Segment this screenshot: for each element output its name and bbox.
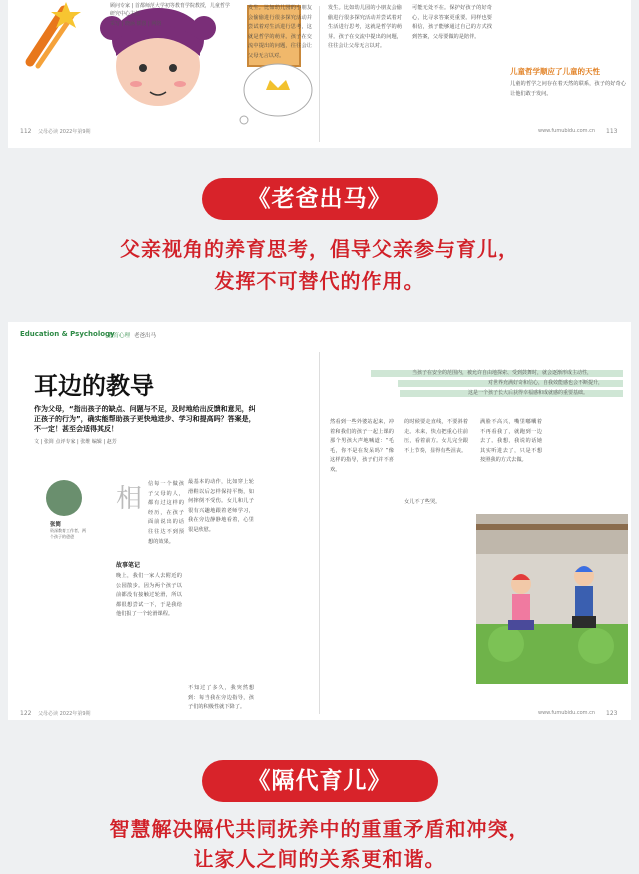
left-column-text: 发生。比如幼儿园的小朋友会偷偷进行很多探究活动并尝试着对生活进行思考，这就是哲学的萌芽。孩子在交流中提出的问题，往往会让父母无言以对。 [248, 5, 312, 59]
tagline-line-1: 智慧解决隔代共同抚养中的重重矛盾和冲突， [109, 817, 530, 841]
byline-credit: 采写 | 晓涵 插图 | 网络 [110, 21, 162, 27]
section-header-cn: 教育心理 [108, 333, 131, 339]
article-subtitle: 作为父母，“指出孩子的缺点、问题与不足，及时地给出反馈和意见，纠正孩子的行为”，确实能帮助孩子更快地进步、学习和提高吗？答案是，不一定！甚至会适得其反！ [34, 405, 256, 433]
story-text: 晚上，我们一家人去附近的公园散步。因为两个孩子以前都没有接触过轮滑，所以都很想尝试一下，于是我给他们报了一个轮滑课程。 [116, 573, 182, 618]
column-4-end: 女儿不了些哭。 [404, 499, 441, 505]
middle-column-text: 发生。比如幼儿园的小朋友会偷偷进行很多探究活动并尝试着对生活进行思考，这就是哲学的萌芽。孩子在交流中提出的问题，往往会让父母无言以对。 [328, 5, 402, 50]
section-header-en: Education & Psychology [20, 330, 115, 338]
magazine-spread-article [8, 322, 631, 720]
author-name: 张简 [50, 522, 62, 528]
intro-text: 信每一个做孩子父母的人，都有过这样的经历，在孩子面前说出的话往往达不到预想的效果。 [148, 481, 184, 545]
column-title-pill: 《隔代育儿》 [202, 760, 438, 802]
right-column-text: 可能无处不在。保护好孩子的好奇心，比寻求答案更重要。同样也要相信，孩子能够通过自己的方式找到答案，父母要做的是陪伴。 [412, 5, 492, 40]
tagline-line-2: 发挥不可替代的作用。 [214, 269, 425, 293]
column-title-pill: 《老爸出马》 [202, 178, 438, 220]
section-heading: 儿童哲学顺应了儿童的天性 [510, 67, 600, 76]
quote-line-1: 当孩子在安全的范围内，被允许自由地探索、受到鼓舞时，就会逐渐形成主动性， [412, 370, 593, 376]
column-3-text: 然看到一些外婆站起来，冲着和我们的孩子一起上课的那个男孩大声地喊道：“毛毛，你不是在发呆吗？”像这样的指导，孩子们并不喜欢。 [330, 419, 394, 473]
column-name: 老爸出马 [134, 333, 157, 339]
tagline-line-2: 让家人之间的关系更和谐。 [193, 847, 446, 871]
page-number-right: 113 [606, 128, 618, 135]
author-avatar [46, 480, 82, 516]
column-banner-grandparents [8, 722, 631, 869]
column-2-end: 不知过了多久，我突然想到：每当我在旁边指导，孩子们的积极性就下降了。 [188, 685, 254, 711]
magazine-spread-top [8, 0, 631, 148]
story-heading: 故事笔记 [116, 562, 141, 569]
section-text: 儿童的哲学之问存在着天然的联系，孩子的好奇心让他们敢于发问。 [510, 81, 626, 97]
shooting-star-icon [30, 2, 81, 66]
footer-left: 父母必读 2022年第9期 [38, 129, 91, 135]
column-5-text: 满脸不高兴，嘴里嘟囔着不再看我了，就跑到一边去了。我想，我说的话她其实听进去了，只是不想按照我的方式去做。 [480, 419, 542, 464]
page-gutter [319, 6, 320, 142]
column-banner-father [8, 150, 631, 320]
tagline-line-1: 父亲视角的养育思考，倡导父亲参与育儿， [120, 237, 519, 261]
quote-line-3: 这是一个孩子长大后获得幸福感和成就感的重要基础。 [468, 390, 589, 396]
article-credits: 文 | 张简 点评专家 | 张维 编辑 | 赵芳 [34, 439, 117, 445]
drop-cap: 相 [116, 484, 143, 514]
page-gutter [319, 352, 320, 714]
page-number-left: 112 [20, 128, 32, 135]
footer-right: www.fumubidu.com.cn [538, 128, 596, 134]
footer-right: www.fumubidu.com.cn [538, 710, 596, 716]
photo-children-roller-skating [476, 514, 628, 684]
column-2-text: 最基本的动作，比如穿上轮滑鞋以后怎样保持平衡，如何摔倒不受伤。女儿和儿子很有兴趣地跟着老师学习，我在旁边静静地看着，心里很是欣慰。 [188, 479, 254, 533]
author-description: 资深教育工作者，两个孩子的爸爸 [50, 528, 86, 539]
article-title: 耳边的教导 [34, 372, 154, 400]
byline: 顾问专家 | 首都师范大学初等教育学院教授，儿童哲学研究中心主任 [110, 3, 230, 17]
page-number-right: 123 [606, 710, 618, 717]
footer-left: 父母必读 2022年第9期 [38, 711, 91, 717]
page-number-left: 122 [20, 710, 32, 717]
column-4-text: 的时候要走直线，不要斜着走。未来，快点把重心往前压，看着前方。女儿完全跟不上节奏，显得有些沮丧。 [404, 419, 468, 454]
quote-line-2: 对世界充满好奇和信心，自我效能感也会不断提升， [488, 380, 604, 386]
